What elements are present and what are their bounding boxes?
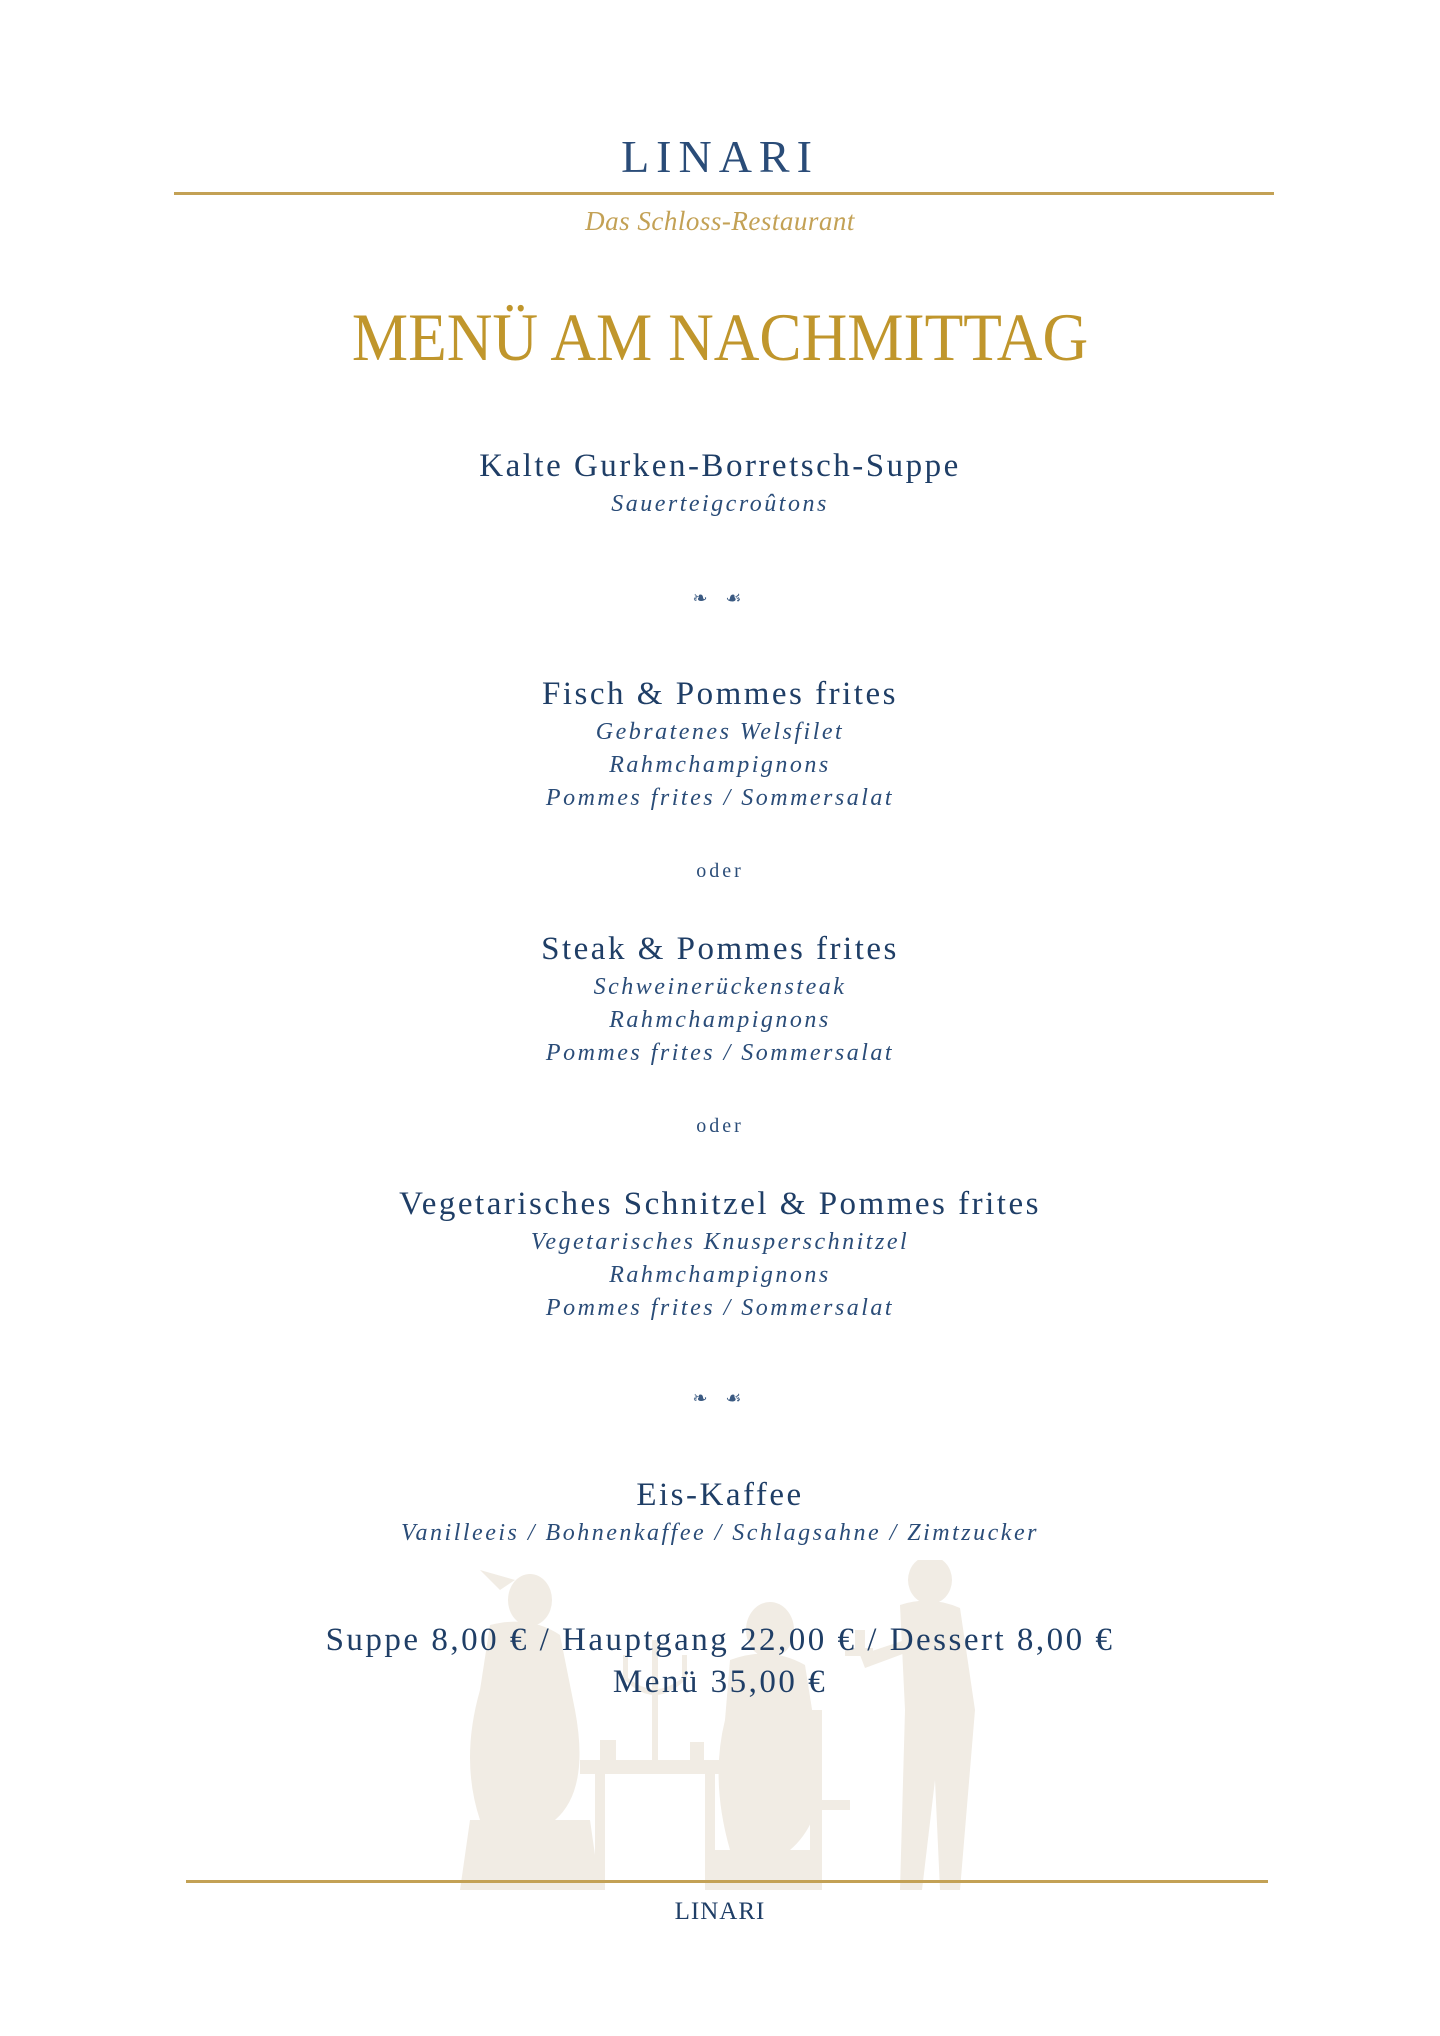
dining-scene-silhouette [460, 1560, 1000, 1890]
footer-brand: LINARI [674, 1898, 766, 1925]
ornament-divider: ❧ ☙ [692, 588, 748, 609]
main-course-desc: Pommes frites / Sommersalat [545, 1295, 895, 1321]
or-separator: oder [696, 1115, 744, 1137]
main-course-desc: Vegetarisches Knusperschnitzel [530, 1229, 910, 1255]
menu-price: Menü 35,00 € [612, 1664, 828, 1700]
or-separator: oder [696, 860, 744, 882]
ornament-divider: ❧ ☙ [692, 1388, 748, 1409]
course-prices: Suppe 8,00 € / Hauptgang 22,00 € / Dessert 8,00 € [325, 1622, 1115, 1658]
dessert-desc: Vanilleeis / Bohnenkaffee / Schlagsahne / Zimtzucker [401, 1520, 1039, 1546]
header-divider [174, 192, 1274, 195]
main-course-desc: Schweinerückensteak [593, 974, 847, 1000]
soup-desc: Sauerteigcroûtons [611, 491, 829, 517]
main-course-desc: Gebratenes Welsfilet [595, 719, 845, 745]
main-course-desc: Rahmchampignons [609, 1007, 831, 1033]
main-course-name: Vegetarisches Schnitzel & Pommes frites [399, 1186, 1041, 1222]
main-course-name: Steak & Pommes frites [541, 931, 899, 967]
main-course-desc: Rahmchampignons [609, 1262, 831, 1288]
soup-name: Kalte Gurken-Borretsch-Suppe [479, 448, 961, 484]
brand-logo: LINARI [621, 131, 819, 182]
main-course-desc: Rahmchampignons [609, 752, 831, 778]
restaurant-subtitle: Das Schloss-Restaurant [585, 206, 855, 236]
menu-title: MENÜ AM NACHMITTAG [351, 299, 1089, 375]
dessert-name: Eis-Kaffee [636, 1477, 804, 1513]
main-course-name: Fisch & Pommes frites [542, 676, 898, 712]
footer-divider [186, 1880, 1268, 1883]
main-course-desc: Pommes frites / Sommersalat [545, 785, 895, 811]
main-course-desc: Pommes frites / Sommersalat [545, 1040, 895, 1066]
